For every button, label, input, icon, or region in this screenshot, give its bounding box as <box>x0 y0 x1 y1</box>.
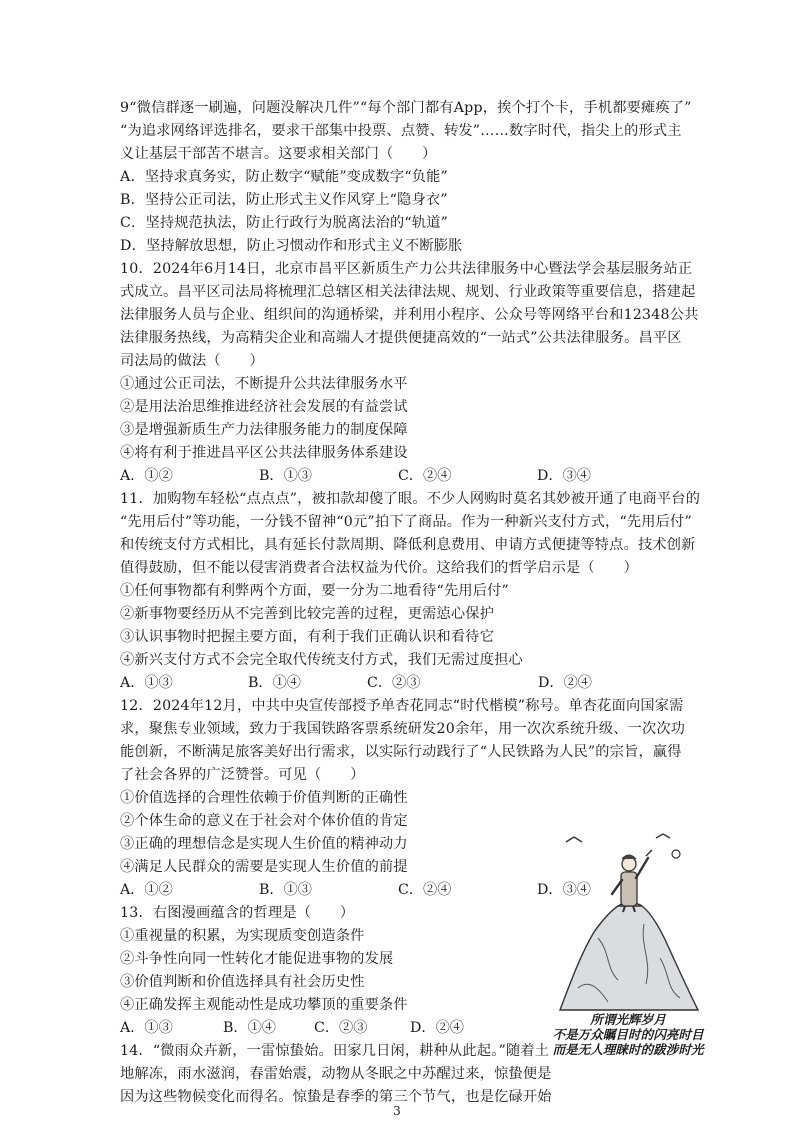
q9-option-c: C．坚持规范执法，防止行政行为脱离法治的“轨道” <box>120 215 449 231</box>
q10-statement-3: ③是增强新质生产力法律服务能力的制度保障 <box>120 422 408 438</box>
q12-option-d: D．③④ <box>537 882 591 898</box>
q9-stem-line-2: “为追求网络评选排名，要求干部集中投票、点赞、转发”……数字时代，指尖上的形式主 <box>120 123 682 139</box>
q11-statement-2: ②新事物要经历从不完善到比较完善的过程，更需惉心保护 <box>120 606 495 622</box>
mountain-climber-cartoon-icon <box>548 828 708 1012</box>
q13-option-c: C．②③ <box>314 1020 368 1036</box>
q11-statement-1: ①任何事物都有利弊两个方面，要一分为二地看待“先用后付” <box>120 583 509 599</box>
q11-option-d: D．②④ <box>538 675 592 691</box>
q9-option-d: D．坚持解放思想，防止习惯动作和形式主义不断膨胀 <box>120 238 463 254</box>
q13-stem: 13．右图漫画蕴含的哲理是（ ） <box>120 905 355 921</box>
q11-option-c: C．②③ <box>367 675 421 691</box>
q13-option-a: A．①③ <box>120 1020 173 1036</box>
q11-stem-line-3: 和传统支付方式相比，具有延长付款周期、降低利息费用、申请方式便捷等特点。技术创新 <box>120 537 696 553</box>
q11-option-a: A．①③ <box>120 675 173 691</box>
q12-stem-line-2: 求，聚焦专业领域，致力于我国铁路客票系统研发20余年，用一次次系统升级、一次次功 <box>120 721 686 737</box>
q9-stem-line-1: 9“微信群逐一刷遍，问题没解决几件”“每个部门都有App，挨个打个卡，手机都要瘫痪了” <box>120 100 692 116</box>
cartoon-caption-line-2: 不是万众瞩目时的闪亮时目 <box>552 1027 704 1042</box>
q12-option-c: C．②④ <box>398 882 452 898</box>
q9-option-b: B．坚持公正司法，防止形式主义作风穿上“隐身衣” <box>120 192 448 208</box>
q12-statement-3: ③正确的理想信念是实现人生价值的精神动力 <box>120 836 408 852</box>
q10-stem-line-3: 法律服务人员与企业、组织间的沟通桥梁，并利用小程序、公众号等网络平台和12348公共 <box>120 307 699 323</box>
q11-option-b: B．①④ <box>248 675 301 691</box>
q13-statement-3: ③价值判断和价值选择具有社会历史性 <box>120 974 365 990</box>
q13-statement-1: ①重视量的积累，为实现质变创造条件 <box>120 928 365 944</box>
q11-statement-4: ④新兴支付方式不会完全取代传统支付方式，我们无需过度担心 <box>120 652 523 668</box>
q13-statement-2: ②斗争性向同一性转化才能促进事物的发展 <box>120 951 394 967</box>
q10-option-b: B．①③ <box>259 468 312 484</box>
q12-options <box>120 880 600 900</box>
q9-stem-line-3: 义让基层干部苦不堪言。这要求相关部门（ ） <box>120 146 437 162</box>
q11-stem-line-2: “先用后付”等功能，一分钱不留神“0元”拍下了商品。作为一种新兴支付方式，“先用后付” <box>120 514 692 530</box>
q10-statement-1: ①通过公正司法，不断提升公共法律服务水平 <box>120 376 408 392</box>
q12-stem-line-1: 12．2024年12月，中共中央宣传部授予单杏花同志“时代楷模”称号。单杏花面向国家需 <box>120 698 684 714</box>
q13-option-b: B．①④ <box>223 1020 276 1036</box>
q11-stem-line-1: 11．加购物车轻松“点点点”，被扣款却傻了眼。不少人网购时莫名其妙被开通了电商平台的 <box>120 491 701 507</box>
q12-stem-line-3: 能创新，不断满足旅客美好出行需求，以实际行动践行了“人民铁路为人民”的宗旨，赢得 <box>120 744 682 760</box>
q10-option-a: A．①② <box>120 468 173 484</box>
q10-option-c: C．②④ <box>398 468 452 484</box>
q13-options <box>120 1018 600 1038</box>
cartoon-caption-line-3: 而是无人理睐时的跋涉时光 <box>552 1042 704 1057</box>
q10-stem-line-2: 式成立。昌平区司法局将梳理汇总辖区相关法律法规、规划、行业政策等重要信息，搭建起 <box>120 284 696 300</box>
q13-option-d: D．②④ <box>410 1020 464 1036</box>
q10-option-d: D．③④ <box>537 468 591 484</box>
q12-option-a: A．①② <box>120 882 173 898</box>
q14-stem-line-3: 因为这些物候变化而得名。惊蛰是春季的第三个节气，也是仡碌开始 <box>120 1089 552 1105</box>
q11-stem-line-4: 值得鼓励，但不能以侵害消费者合法权益为代价。这给我们的哲学启示是（ ） <box>120 560 638 576</box>
q14-stem-line-2: 地解冻，雨水滋润，春雷始震，动物从冬眠之中苏醒过来，惊蛰便是 <box>120 1066 552 1082</box>
q9-option-a: A．坚持求真务实，防止数字“赋能”变成数字“负能” <box>120 169 449 185</box>
q12-statement-4: ④满足人民群众的需要是实现人生价值的前提 <box>120 859 408 875</box>
q12-stem-line-4: 了社会各界的广泛赞誉。可见（ ） <box>120 767 365 783</box>
q11-statement-3: ③认识事物时把握主要方面，有利于我们正确认识和看待它 <box>120 629 495 645</box>
q10-stem-line-5: 司法局的做法（ ） <box>120 353 264 369</box>
q10-stem-line-4: 法律服务热线，为高精尖企业和高端人才提供便捷高效的“一站式”公共法律服务。昌平区 <box>120 330 682 346</box>
q11-options <box>120 673 600 693</box>
q12-option-b: B．①③ <box>259 882 312 898</box>
q10-statement-2: ②是用法治思维推进经济社会发展的有益尝试 <box>120 399 408 415</box>
q10-options <box>120 466 600 486</box>
q14-stem-line-1: 14．“微雨众卉新，一雷惊蛰始。田家几日闲，耕种从此起。”随着土 <box>120 1043 550 1059</box>
page-number: 3 <box>393 1104 401 1118</box>
q12-statement-1: ①价值选择的合理性依赖于价值判断的正确性 <box>120 790 408 806</box>
q10-statement-4: ④将有利于推进昌平区公共法律服务体系建设 <box>120 445 408 461</box>
q12-statement-2: ②个体生命的意义在于社会对个体价值的肯定 <box>120 813 408 829</box>
cartoon-caption-line-1: 所谓光辉岁月 <box>590 1012 666 1027</box>
q10-stem-line-1: 10．2024年6月14日，北京市昌平区新质生产力公共法律服务中心暨法学会基层服务站正 <box>120 261 693 277</box>
q13-statement-4: ④正确发挥主观能动性是成功攀顶的重要条件 <box>120 997 408 1013</box>
